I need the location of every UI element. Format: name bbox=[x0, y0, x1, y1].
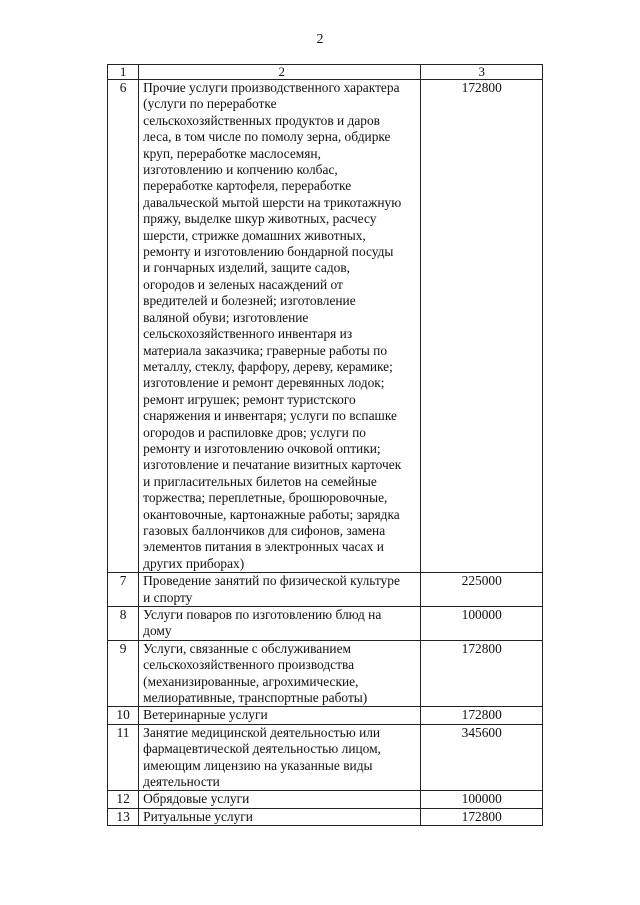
description-line: Услуги, связанные с обслуживанием bbox=[143, 640, 351, 656]
row-number: 12 bbox=[108, 791, 139, 808]
row-description bbox=[139, 808, 421, 825]
description-line: и спорту bbox=[143, 589, 193, 605]
table-row bbox=[108, 640, 543, 707]
table-row bbox=[108, 607, 543, 641]
table-row bbox=[108, 573, 543, 607]
description-line: валяной обуви; изготовление bbox=[143, 309, 309, 325]
description-line: огородов и распиловке дров; услуги по bbox=[143, 424, 366, 440]
description-line: ремонт игрушек; ремонт туристского bbox=[143, 391, 356, 407]
description-line: изготовление и печатание визитных карточек bbox=[143, 457, 402, 473]
row-number: 9 bbox=[108, 640, 139, 707]
description-line: сельскохозяйственного производства bbox=[143, 657, 355, 673]
row-number: 13 bbox=[108, 808, 139, 825]
row-number: 10 bbox=[108, 707, 139, 724]
row-number: 7 bbox=[108, 573, 139, 607]
header-cell-col1: 1 bbox=[108, 65, 139, 80]
description-line: газовых баллончиков для сифонов, замена bbox=[143, 522, 386, 538]
services-table bbox=[107, 64, 543, 826]
description-line: мелиоративные, транспортные работы) bbox=[143, 690, 368, 706]
header-cell-col2: 2 bbox=[139, 65, 421, 80]
description-line: металлу, стеклу, фарфору, дереву, керамике; bbox=[143, 358, 393, 374]
description-line: имеющим лицензию на указанные виды bbox=[143, 757, 373, 773]
row-description bbox=[139, 607, 421, 641]
description-line: ремонту и изготовлению бондарной посуды bbox=[143, 244, 394, 260]
description-line: фармацевтической деятельностью лицом, bbox=[143, 741, 381, 757]
description-line: переработке картофеля, переработке bbox=[143, 178, 352, 194]
description-line: Ритуальные услуги bbox=[143, 808, 253, 824]
description-line: давальческой мытой шерсти на трикотажную bbox=[143, 194, 402, 210]
description-line: Обрядовые услуги bbox=[143, 791, 250, 807]
description-line: материала заказчика; граверные работы по bbox=[143, 342, 388, 358]
table-header-row bbox=[108, 65, 543, 80]
row-description bbox=[139, 573, 421, 607]
description-line: Ветеринарные услуги bbox=[143, 707, 268, 723]
description-line: огородов и зеленых насаждений от bbox=[143, 276, 343, 292]
row-value: 172800 bbox=[421, 808, 543, 825]
description-line: и пригласительных билетов на семейные bbox=[143, 473, 377, 489]
description-line: пряжу, выделке шкур животных, расчесу bbox=[143, 211, 377, 227]
table-row bbox=[108, 808, 543, 825]
row-number: 6 bbox=[108, 80, 139, 573]
description-line: (механизированные, агрохимические, bbox=[143, 673, 359, 689]
page-number: 2 bbox=[316, 32, 324, 47]
description-line: изготовление и ремонт деревянных лодок; bbox=[143, 375, 385, 391]
row-description bbox=[139, 724, 421, 791]
description-line: элементов питания в электронных часах и bbox=[143, 539, 384, 555]
description-line: круп, переработке маслосемян, bbox=[143, 145, 321, 161]
row-number: 8 bbox=[108, 607, 139, 641]
description-line: вредителей и болезней; изготовление bbox=[143, 293, 356, 309]
table-row bbox=[108, 707, 543, 724]
description-line: других приборах) bbox=[143, 555, 245, 571]
table-body bbox=[108, 65, 543, 826]
description-line: Услуги поваров по изготовлению блюд на bbox=[143, 607, 382, 622]
description-line: шерсти, стрижке домашних животных, bbox=[143, 227, 366, 243]
row-value: 225000 bbox=[421, 573, 543, 607]
description-line: сельскохозяйственного инвентаря из bbox=[143, 326, 353, 342]
row-value: 100000 bbox=[421, 791, 543, 808]
description-line: Занятие медицинской деятельностью или bbox=[143, 724, 381, 740]
row-description bbox=[139, 80, 421, 573]
row-value: 172800 bbox=[421, 707, 543, 724]
table-row bbox=[108, 80, 543, 573]
description-line: (услуги по переработке bbox=[143, 96, 277, 112]
description-line: сельскохозяйственных продуктов и даров bbox=[143, 112, 380, 128]
row-value: 172800 bbox=[421, 80, 543, 573]
row-description bbox=[139, 707, 421, 724]
description-line: ремонту и изготовлению очковой оптики; bbox=[143, 440, 381, 456]
description-line: и гончарных изделий, защите садов, bbox=[143, 260, 351, 276]
row-number: 11 bbox=[108, 724, 139, 791]
row-value: 172800 bbox=[421, 640, 543, 707]
description-line: деятельности bbox=[143, 774, 220, 790]
row-value: 345600 bbox=[421, 724, 543, 791]
description-line: снаряжения и инвентаря; услуги по вспашке bbox=[143, 408, 397, 424]
description-line: леса, в том числе по помолу зерна, обдирке bbox=[143, 129, 391, 145]
description-line: окантовочные, картонажные работы; зарядка bbox=[143, 506, 400, 522]
row-description bbox=[139, 640, 421, 707]
description-line: Прочие услуги производственного характера bbox=[143, 80, 400, 95]
table-row bbox=[108, 791, 543, 808]
header-cell-col3: 3 bbox=[421, 65, 543, 80]
description-line: изготовлению и копчению колбас, bbox=[143, 162, 338, 178]
row-description bbox=[139, 791, 421, 808]
description-line: дому bbox=[143, 623, 172, 639]
row-value: 100000 bbox=[421, 607, 543, 641]
description-line: торжества; переплетные, брошюровочные, bbox=[143, 490, 388, 506]
description-line: Проведение занятий по физической культуре bbox=[143, 573, 400, 589]
table-row bbox=[108, 724, 543, 791]
